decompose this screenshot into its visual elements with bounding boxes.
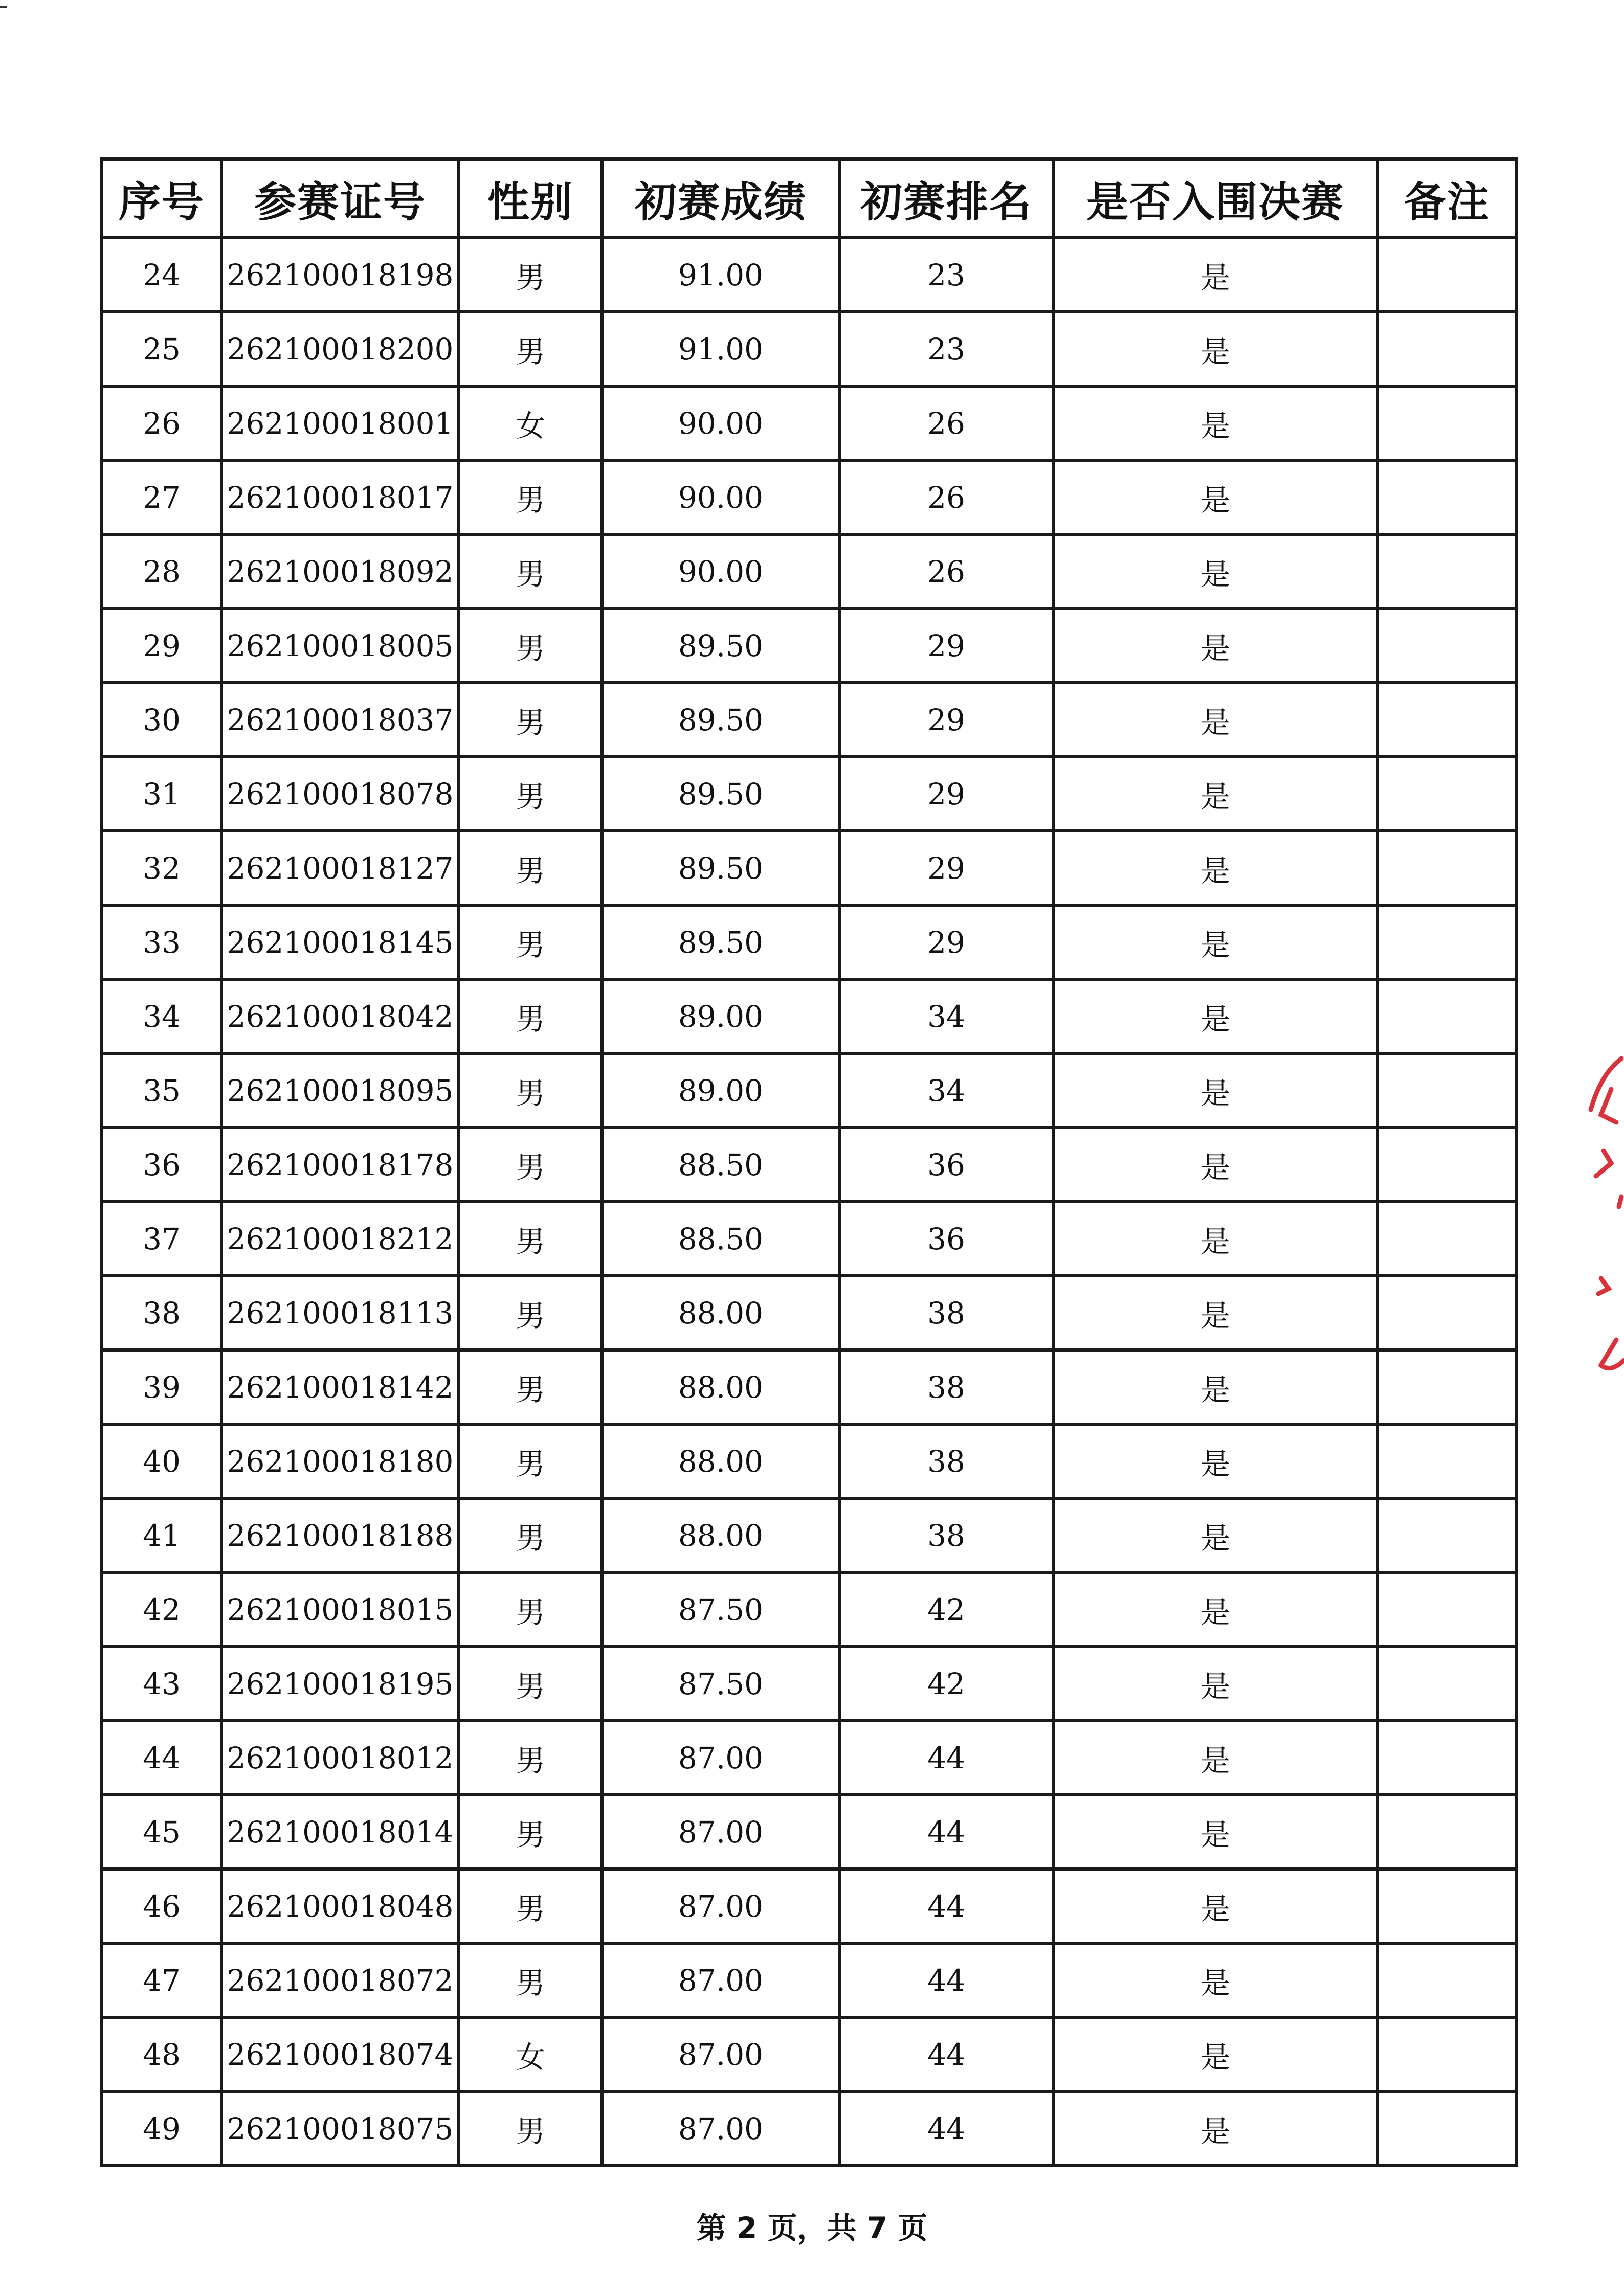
cell-seq: 44 — [102, 1721, 221, 1795]
cell-remarks — [1377, 979, 1517, 1053]
red-seal-fragment — [1581, 1053, 1624, 1381]
cell-prelim-score: 89.50 — [602, 831, 839, 905]
cell-prelim-score: 89.50 — [602, 609, 839, 683]
cell-final-qualified: 是 — [1053, 534, 1377, 609]
score-table — [100, 157, 1518, 2167]
cell-seq: 31 — [102, 757, 221, 831]
cell-remarks — [1377, 1350, 1517, 1424]
cell-gender: 男 — [459, 534, 602, 609]
cell-gender: 男 — [459, 1424, 602, 1498]
cell-final-qualified: 是 — [1053, 460, 1377, 534]
cell-prelim-score: 89.50 — [602, 683, 839, 757]
cell-final-qualified: 是 — [1053, 979, 1377, 1053]
cell-prelim-score: 91.00 — [602, 312, 839, 386]
cell-final-qualified: 是 — [1053, 1053, 1377, 1128]
cell-final-qualified: 是 — [1053, 905, 1377, 979]
cell-entry-id: 262100018092 — [221, 534, 459, 609]
table-row — [102, 979, 1517, 1053]
cell-prelim-rank: 29 — [839, 609, 1053, 683]
table-row — [102, 1572, 1517, 1647]
cell-prelim-rank: 36 — [839, 1128, 1053, 1202]
cell-prelim-rank: 23 — [839, 312, 1053, 386]
cell-prelim-score: 89.00 — [602, 1053, 839, 1128]
table-row — [102, 1795, 1517, 1869]
cell-seq: 47 — [102, 1943, 221, 2017]
cell-gender: 男 — [459, 1202, 602, 1276]
header-row — [102, 159, 1517, 238]
cell-prelim-score: 87.00 — [602, 1943, 839, 2017]
cell-gender: 男 — [459, 460, 602, 534]
cell-prelim-score: 87.00 — [602, 1869, 839, 1943]
table-row — [102, 831, 1517, 905]
cell-prelim-score: 88.00 — [602, 1424, 839, 1498]
cell-prelim-rank: 44 — [839, 1721, 1053, 1795]
cell-seq: 33 — [102, 905, 221, 979]
table-row — [102, 757, 1517, 831]
cell-seq: 40 — [102, 1424, 221, 1498]
cell-entry-id: 262100018042 — [221, 979, 459, 1053]
table-row — [102, 2091, 1517, 2166]
cell-entry-id: 262100018095 — [221, 1053, 459, 1128]
cell-entry-id: 262100018198 — [221, 238, 459, 312]
cell-remarks — [1377, 534, 1517, 609]
cell-prelim-score: 88.00 — [602, 1498, 839, 1572]
cell-prelim-rank: 36 — [839, 1202, 1053, 1276]
cell-prelim-score: 87.00 — [602, 2091, 839, 2166]
cell-gender: 男 — [459, 1053, 602, 1128]
header-entry-id: 参赛证号 — [221, 159, 459, 238]
table-row — [102, 1647, 1517, 1721]
cell-entry-id: 262100018048 — [221, 1869, 459, 1943]
cell-entry-id: 262100018017 — [221, 460, 459, 534]
cell-remarks — [1377, 1869, 1517, 1943]
cell-final-qualified: 是 — [1053, 683, 1377, 757]
cell-prelim-rank: 26 — [839, 386, 1053, 460]
page-number-footer: 第 2 页，共 7 页 — [696, 2211, 928, 2245]
cell-prelim-rank: 44 — [839, 2091, 1053, 2166]
table-row — [102, 683, 1517, 757]
cell-prelim-score: 89.00 — [602, 979, 839, 1053]
cell-seq: 36 — [102, 1128, 221, 1202]
cell-seq: 32 — [102, 831, 221, 905]
cell-prelim-score: 88.00 — [602, 1276, 839, 1350]
table-row — [102, 1869, 1517, 1943]
cell-gender: 男 — [459, 238, 602, 312]
cell-entry-id: 262100018212 — [221, 1202, 459, 1276]
cell-prelim-rank: 38 — [839, 1350, 1053, 1424]
cell-prelim-score: 88.00 — [602, 1350, 839, 1424]
cell-final-qualified: 是 — [1053, 831, 1377, 905]
table-row — [102, 609, 1517, 683]
table-header — [102, 159, 1517, 238]
cell-seq: 45 — [102, 1795, 221, 1869]
cell-entry-id: 262100018074 — [221, 2017, 459, 2091]
cell-entry-id: 262100018012 — [221, 1721, 459, 1795]
cell-gender: 男 — [459, 1721, 602, 1795]
cell-remarks — [1377, 1498, 1517, 1572]
cell-seq: 24 — [102, 238, 221, 312]
cell-prelim-rank: 44 — [839, 1869, 1053, 1943]
cell-seq: 46 — [102, 1869, 221, 1943]
table-row — [102, 1276, 1517, 1350]
cell-final-qualified: 是 — [1053, 386, 1377, 460]
cell-final-qualified: 是 — [1053, 757, 1377, 831]
header-prelim-score: 初赛成绩 — [602, 159, 839, 238]
cell-gender: 男 — [459, 1128, 602, 1202]
cell-remarks — [1377, 1053, 1517, 1128]
cell-entry-id: 262100018188 — [221, 1498, 459, 1572]
table-row — [102, 460, 1517, 534]
cell-remarks — [1377, 683, 1517, 757]
cell-seq: 37 — [102, 1202, 221, 1276]
cell-remarks — [1377, 1721, 1517, 1795]
cell-remarks — [1377, 1424, 1517, 1498]
cell-entry-id: 262100018178 — [221, 1128, 459, 1202]
cell-entry-id: 262100018142 — [221, 1350, 459, 1424]
cell-final-qualified: 是 — [1053, 1128, 1377, 1202]
cell-final-qualified: 是 — [1053, 609, 1377, 683]
cell-prelim-rank: 34 — [839, 1053, 1053, 1128]
table-row — [102, 386, 1517, 460]
cell-entry-id: 262100018015 — [221, 1572, 459, 1647]
cell-entry-id: 262100018145 — [221, 905, 459, 979]
cell-final-qualified: 是 — [1053, 1202, 1377, 1276]
table-row — [102, 1128, 1517, 1202]
cell-entry-id: 262100018005 — [221, 609, 459, 683]
cell-prelim-rank: 44 — [839, 1943, 1053, 2017]
cell-prelim-score: 87.50 — [602, 1647, 839, 1721]
cell-prelim-score: 88.50 — [602, 1128, 839, 1202]
cell-prelim-rank: 23 — [839, 238, 1053, 312]
cell-prelim-rank: 26 — [839, 534, 1053, 609]
cell-remarks — [1377, 238, 1517, 312]
cell-prelim-rank: 38 — [839, 1424, 1053, 1498]
cell-remarks — [1377, 460, 1517, 534]
table-row — [102, 534, 1517, 609]
cell-gender: 男 — [459, 1943, 602, 2017]
cell-gender: 男 — [459, 312, 602, 386]
table-row — [102, 1053, 1517, 1128]
cell-prelim-score: 87.00 — [602, 2017, 839, 2091]
cell-seq: 25 — [102, 312, 221, 386]
cell-prelim-rank: 38 — [839, 1498, 1053, 1572]
cell-prelim-score: 87.00 — [602, 1795, 839, 1869]
cell-remarks — [1377, 1795, 1517, 1869]
cell-prelim-rank: 34 — [839, 979, 1053, 1053]
cell-prelim-score: 87.00 — [602, 1721, 839, 1795]
table-row — [102, 1498, 1517, 1572]
cell-final-qualified: 是 — [1053, 312, 1377, 386]
cell-prelim-score: 89.50 — [602, 905, 839, 979]
cell-remarks — [1377, 1128, 1517, 1202]
cell-gender: 男 — [459, 1869, 602, 1943]
cell-prelim-score: 90.00 — [602, 386, 839, 460]
cell-seq: 49 — [102, 2091, 221, 2166]
cell-remarks — [1377, 609, 1517, 683]
cell-prelim-rank: 44 — [839, 2017, 1053, 2091]
cell-entry-id: 262100018037 — [221, 683, 459, 757]
cell-remarks — [1377, 2017, 1517, 2091]
cell-final-qualified: 是 — [1053, 1721, 1377, 1795]
cell-gender: 男 — [459, 2091, 602, 2166]
cell-prelim-score: 91.00 — [602, 238, 839, 312]
cell-prelim-score: 89.50 — [602, 757, 839, 831]
cell-final-qualified: 是 — [1053, 1572, 1377, 1647]
cell-remarks — [1377, 1276, 1517, 1350]
header-gender: 性别 — [459, 159, 602, 238]
cell-gender: 男 — [459, 1498, 602, 1572]
cell-gender: 男 — [459, 1647, 602, 1721]
cell-gender: 女 — [459, 386, 602, 460]
cell-prelim-rank: 29 — [839, 905, 1053, 979]
cell-seq: 26 — [102, 386, 221, 460]
header-seq: 序号 — [102, 159, 221, 238]
cell-prelim-score: 87.50 — [602, 1572, 839, 1647]
cell-entry-id: 262100018075 — [221, 2091, 459, 2166]
cell-entry-id: 262100018014 — [221, 1795, 459, 1869]
cell-gender: 男 — [459, 831, 602, 905]
cell-prelim-rank: 42 — [839, 1572, 1053, 1647]
cell-remarks — [1377, 2091, 1517, 2166]
cell-remarks — [1377, 831, 1517, 905]
cell-entry-id: 262100018078 — [221, 757, 459, 831]
table-row — [102, 1202, 1517, 1276]
cell-prelim-score: 90.00 — [602, 534, 839, 609]
table-row — [102, 905, 1517, 979]
cell-remarks — [1377, 386, 1517, 460]
cell-gender: 男 — [459, 683, 602, 757]
cell-seq: 30 — [102, 683, 221, 757]
cell-final-qualified: 是 — [1053, 1795, 1377, 1869]
cell-final-qualified: 是 — [1053, 2017, 1377, 2091]
cell-final-qualified: 是 — [1053, 1869, 1377, 1943]
cell-final-qualified: 是 — [1053, 2091, 1377, 2166]
cell-remarks — [1377, 312, 1517, 386]
cell-seq: 48 — [102, 2017, 221, 2091]
cell-entry-id: 262100018072 — [221, 1943, 459, 2017]
cell-gender: 男 — [459, 609, 602, 683]
cell-remarks — [1377, 1943, 1517, 2017]
table-row — [102, 2017, 1517, 2091]
cell-prelim-rank: 29 — [839, 683, 1053, 757]
cell-entry-id: 262100018127 — [221, 831, 459, 905]
cell-seq: 41 — [102, 1498, 221, 1572]
header-prelim-rank: 初赛排名 — [839, 159, 1053, 238]
table-row — [102, 1350, 1517, 1424]
cell-seq: 27 — [102, 460, 221, 534]
cell-seq: 29 — [102, 609, 221, 683]
cell-final-qualified: 是 — [1053, 238, 1377, 312]
cell-gender: 男 — [459, 1572, 602, 1647]
cell-prelim-rank: 29 — [839, 757, 1053, 831]
cell-remarks — [1377, 757, 1517, 831]
cell-gender: 男 — [459, 1795, 602, 1869]
cell-remarks — [1377, 905, 1517, 979]
cell-prelim-rank: 44 — [839, 1795, 1053, 1869]
cell-seq: 42 — [102, 1572, 221, 1647]
cell-prelim-score: 88.50 — [602, 1202, 839, 1276]
cell-gender: 男 — [459, 1276, 602, 1350]
cell-remarks — [1377, 1202, 1517, 1276]
cell-seq: 35 — [102, 1053, 221, 1128]
cell-entry-id: 262100018113 — [221, 1276, 459, 1350]
cell-final-qualified: 是 — [1053, 1498, 1377, 1572]
cell-gender: 男 — [459, 979, 602, 1053]
cell-final-qualified: 是 — [1053, 1424, 1377, 1498]
cell-seq: 28 — [102, 534, 221, 609]
cell-seq: 38 — [102, 1276, 221, 1350]
cell-prelim-rank: 42 — [839, 1647, 1053, 1721]
cell-final-qualified: 是 — [1053, 1647, 1377, 1721]
cell-gender: 男 — [459, 905, 602, 979]
cell-entry-id: 262100018195 — [221, 1647, 459, 1721]
cell-seq: 34 — [102, 979, 221, 1053]
table-row — [102, 1424, 1517, 1498]
cell-entry-id: 262100018180 — [221, 1424, 459, 1498]
cell-prelim-score: 90.00 — [602, 460, 839, 534]
cell-prelim-rank: 29 — [839, 831, 1053, 905]
table-row — [102, 238, 1517, 312]
cell-final-qualified: 是 — [1053, 1943, 1377, 2017]
table-row — [102, 312, 1517, 386]
cell-gender: 女 — [459, 2017, 602, 2091]
cell-seq: 43 — [102, 1647, 221, 1721]
cell-remarks — [1377, 1572, 1517, 1647]
cell-prelim-rank: 38 — [839, 1276, 1053, 1350]
cell-remarks — [1377, 1647, 1517, 1721]
table-row — [102, 1721, 1517, 1795]
cell-gender: 男 — [459, 757, 602, 831]
cell-prelim-rank: 26 — [839, 460, 1053, 534]
scan-corner-mark — [0, 6, 7, 8]
cell-entry-id: 262100018001 — [221, 386, 459, 460]
cell-entry-id: 262100018200 — [221, 312, 459, 386]
cell-seq: 39 — [102, 1350, 221, 1424]
cell-final-qualified: 是 — [1053, 1276, 1377, 1350]
table-body — [102, 238, 1517, 2166]
table-row — [102, 1943, 1517, 2017]
header-final-qualified: 是否入围决赛 — [1053, 159, 1377, 238]
header-remarks: 备注 — [1377, 159, 1517, 238]
cell-final-qualified: 是 — [1053, 1350, 1377, 1424]
cell-gender: 男 — [459, 1350, 602, 1424]
